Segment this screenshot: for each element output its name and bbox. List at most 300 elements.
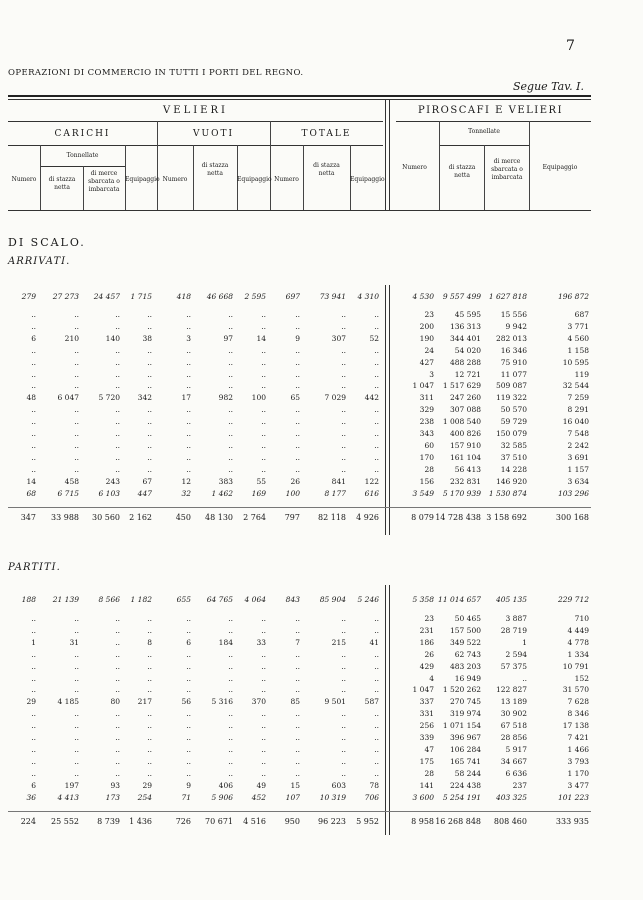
- table-cell: 307: [331, 333, 346, 343]
- table-cell: 396 967: [449, 733, 481, 742]
- table-cell: 23: [424, 310, 434, 319]
- table-cell: ..: [115, 452, 120, 462]
- table-cell: ..: [261, 357, 266, 367]
- col-header-stazza: di stazza netta: [313, 162, 340, 177]
- table-cell: 1 715: [130, 292, 152, 301]
- table-cell: 7: [295, 637, 300, 647]
- col-header-stazza: di stazza netta: [201, 162, 229, 177]
- table-cell: 6 636: [505, 768, 527, 778]
- table-cell: ..: [341, 405, 346, 415]
- total-cell: 8 958: [411, 817, 434, 826]
- table-cell: ..: [341, 345, 346, 355]
- total-cell: 1 436: [129, 817, 152, 826]
- table-cell: ..: [341, 721, 346, 731]
- table-cell: ..: [186, 464, 191, 474]
- table-cell: ..: [74, 673, 79, 683]
- table-cell: ..: [74, 381, 79, 391]
- table-cell: ..: [374, 405, 379, 415]
- table-cell: 587: [364, 697, 379, 707]
- table-cell: ..: [261, 321, 266, 331]
- table-cell: 32 544: [562, 381, 589, 391]
- table-cell: ..: [228, 440, 233, 450]
- table-cell: 2 595: [244, 292, 266, 301]
- table-cell: 1 071 154: [442, 721, 481, 731]
- table-cell: ..: [261, 614, 266, 623]
- table-cell: 9 557 499: [442, 292, 481, 301]
- table-cell: 319 974: [449, 709, 481, 719]
- table-cell: 339: [419, 733, 434, 742]
- table-cell: 1 047: [412, 685, 434, 695]
- total-cell: 333 935: [555, 817, 589, 826]
- table-cell: ..: [147, 744, 152, 754]
- table-cell: ..: [228, 625, 233, 635]
- header-vuoti: VUOTI: [192, 129, 235, 139]
- table-cell: 17 138: [562, 721, 589, 731]
- table-cell: 1 530 874: [488, 488, 527, 498]
- table-cell: ..: [31, 369, 36, 379]
- table-cell: 10 595: [562, 357, 589, 367]
- table-cell: ..: [522, 673, 527, 683]
- table-cell: 59 729: [500, 417, 527, 427]
- table-cell: ..: [115, 721, 120, 731]
- table-cell: 210: [64, 333, 79, 343]
- table-cell: ..: [74, 614, 79, 623]
- table-cell: ..: [341, 673, 346, 683]
- table-cell: ..: [295, 721, 300, 731]
- table-cell: ..: [186, 733, 191, 742]
- table-cell: 34 667: [500, 756, 527, 766]
- table-cell: 101 223: [557, 792, 589, 802]
- table-cell: ..: [228, 685, 233, 695]
- total-cell: 82 118: [318, 513, 346, 522]
- table-cell: 23: [424, 614, 434, 623]
- table-cell: ..: [31, 452, 36, 462]
- table-cell: ..: [261, 381, 266, 391]
- table-cell: ..: [341, 417, 346, 427]
- table-cell: 45 595: [454, 310, 481, 319]
- table-cell: ..: [115, 756, 120, 766]
- table-cell: 67 518: [500, 721, 527, 731]
- table-cell: ..: [74, 768, 79, 778]
- table-cell: ..: [374, 464, 379, 474]
- table-cell: ..: [74, 310, 79, 319]
- table-cell: ..: [261, 440, 266, 450]
- table-cell: ..: [374, 685, 379, 695]
- table-cell: 405 135: [495, 595, 527, 604]
- table-cell: 48: [26, 393, 36, 403]
- table-cell: ..: [261, 744, 266, 754]
- table-cell: 173: [105, 792, 120, 802]
- table-cell: 9 942: [505, 321, 527, 331]
- table-cell: ..: [341, 649, 346, 659]
- table-cell: 10 319: [319, 792, 346, 802]
- table-cell: 400 826: [449, 429, 481, 438]
- table-cell: 270 745: [449, 697, 481, 707]
- table-cell: ..: [31, 614, 36, 623]
- total-cell: 5 952: [356, 817, 379, 826]
- table-cell: 161 104: [449, 452, 481, 462]
- table-cell: ..: [31, 625, 36, 635]
- table-cell: 60: [424, 440, 434, 450]
- table-cell: 32 585: [500, 440, 527, 450]
- col-header-tonnellate: Tonnellate: [468, 128, 500, 135]
- table-cell: 343: [419, 429, 434, 438]
- table-cell: 157 500: [449, 625, 481, 635]
- table-cell: ..: [74, 405, 79, 415]
- table-cell: ..: [31, 733, 36, 742]
- table-cell: ..: [31, 381, 36, 391]
- table-cell: 7 259: [567, 393, 589, 403]
- table-cell: 8 566: [98, 595, 120, 604]
- table-cell: ..: [147, 709, 152, 719]
- table-cell: 190: [419, 333, 434, 343]
- table-cell: 16 040: [562, 417, 589, 427]
- table-cell: 31: [69, 637, 79, 647]
- table-cell: 21 139: [52, 595, 79, 604]
- table-cell: ..: [74, 417, 79, 427]
- table-cell: 229 712: [557, 595, 589, 604]
- table-cell: 8: [147, 637, 152, 647]
- table-cell: 24 457: [93, 292, 120, 301]
- table-cell: ..: [115, 369, 120, 379]
- table-cell: ..: [115, 744, 120, 754]
- table-cell: 52: [369, 333, 379, 343]
- table-cell: 24: [424, 345, 434, 355]
- table-cell: 169: [251, 488, 266, 498]
- table-cell: ..: [374, 756, 379, 766]
- table-cell: ..: [147, 733, 152, 742]
- arrivati-label: ARRIVATI.: [8, 256, 71, 267]
- table-cell: 106 284: [449, 744, 481, 754]
- table-cell: ..: [147, 673, 152, 683]
- table-cell: ..: [374, 357, 379, 367]
- table-cell: 237: [512, 780, 527, 790]
- table-cell: ..: [261, 429, 266, 438]
- table-cell: 4 449: [567, 625, 589, 635]
- table-cell: 5 246: [357, 595, 379, 604]
- table-cell: 243: [105, 476, 120, 486]
- table-cell: ..: [31, 405, 36, 415]
- table-cell: 337: [419, 697, 434, 707]
- table-cell: ..: [374, 625, 379, 635]
- total-cell: 25 552: [51, 817, 79, 826]
- total-cell: 30 560: [92, 513, 120, 522]
- table-cell: 3 793: [567, 756, 589, 766]
- table-cell: ..: [228, 405, 233, 415]
- table-cell: ..: [374, 345, 379, 355]
- table-cell: 1 157: [567, 464, 589, 474]
- table-cell: 488 288: [449, 357, 481, 367]
- table-cell: 383: [218, 476, 233, 486]
- table-cell: 68: [26, 488, 36, 498]
- table-cell: 370: [251, 697, 266, 707]
- table-cell: ..: [374, 661, 379, 671]
- table-cell: ..: [374, 733, 379, 742]
- table-cell: ..: [186, 357, 191, 367]
- table-cell: 14 228: [500, 464, 527, 474]
- col-header-numero: Numero: [274, 176, 299, 183]
- table-cell: ..: [31, 310, 36, 319]
- table-cell: 9: [295, 333, 300, 343]
- col-header-numero: Numero: [11, 176, 37, 183]
- table-cell: ..: [115, 417, 120, 427]
- table-cell: ..: [31, 649, 36, 659]
- table-cell: 28 856: [500, 733, 527, 742]
- table-cell: ..: [261, 709, 266, 719]
- table-cell: 14: [26, 476, 36, 486]
- table-cell: 232 831: [449, 476, 481, 486]
- table-cell: ..: [74, 625, 79, 635]
- header-piroscafi-velieri: PIROSCAFI E VELIERI: [417, 105, 564, 116]
- table-cell: 100: [251, 393, 266, 403]
- table-cell: 1 047: [412, 381, 434, 391]
- header-carichi: CARICHI: [54, 129, 111, 139]
- table-cell: 9 501: [324, 697, 346, 707]
- table-cell: ..: [261, 756, 266, 766]
- total-cell: 70 671: [205, 817, 233, 826]
- table-cell: ..: [295, 649, 300, 659]
- table-cell: ..: [186, 756, 191, 766]
- total-cell: 33 988: [51, 513, 79, 522]
- table-cell: ..: [374, 721, 379, 731]
- table-cell: 157 910: [449, 440, 481, 450]
- table-cell: 6 103: [98, 488, 120, 498]
- table-cell: ..: [115, 649, 120, 659]
- table-cell: 16 949: [454, 673, 481, 683]
- table-cell: 49: [256, 780, 266, 790]
- col-header-stazza: di stazza netta: [48, 176, 76, 191]
- table-cell: 215: [331, 637, 346, 647]
- table-cell: ..: [295, 357, 300, 367]
- table-cell: 5 358: [412, 595, 434, 604]
- table-cell: 140: [105, 333, 120, 343]
- table-cell: ..: [147, 440, 152, 450]
- table-cell: 13 189: [500, 697, 527, 707]
- table-cell: ..: [186, 673, 191, 683]
- total-cell: 96 223: [318, 817, 346, 826]
- table-cell: 458: [64, 476, 79, 486]
- table-cell: 6: [31, 333, 36, 343]
- table-cell: ..: [186, 649, 191, 659]
- table-cell: ..: [295, 321, 300, 331]
- table-cell: ..: [115, 625, 120, 635]
- table-cell: 4 778: [567, 637, 589, 647]
- table-cell: 4 064: [244, 595, 266, 604]
- table-cell: ..: [261, 464, 266, 474]
- table-cell: ..: [261, 405, 266, 415]
- table-cell: 10 791: [562, 661, 589, 671]
- table-cell: ..: [115, 685, 120, 695]
- total-cell: 14 728 438: [435, 513, 481, 522]
- table-cell: 6: [186, 637, 191, 647]
- table-cell: 282 013: [495, 333, 527, 343]
- table-cell: ..: [295, 452, 300, 462]
- table-cell: 6 715: [57, 488, 79, 498]
- total-cell: 808 460: [493, 817, 527, 826]
- table-cell: 349 522: [449, 637, 481, 647]
- table-cell: ..: [31, 464, 36, 474]
- table-cell: ..: [374, 614, 379, 623]
- table-cell: 307 088: [449, 405, 481, 415]
- table-cell: 46 668: [206, 292, 233, 301]
- table-cell: 4 310: [357, 292, 379, 301]
- table-cell: ..: [295, 310, 300, 319]
- table-cell: 238: [419, 417, 434, 427]
- table-cell: ..: [115, 310, 120, 319]
- table-cell: ..: [341, 310, 346, 319]
- table-cell: ..: [374, 440, 379, 450]
- table-cell: 11 077: [500, 369, 527, 379]
- table-cell: ..: [295, 625, 300, 635]
- table-cell: 65: [290, 393, 300, 403]
- table-cell: ..: [74, 429, 79, 438]
- table-cell: 71: [181, 792, 191, 802]
- table-cell: 30 902: [500, 709, 527, 719]
- table-cell: ..: [31, 685, 36, 695]
- table-cell: 616: [364, 488, 379, 498]
- table-cell: ..: [31, 673, 36, 683]
- table-cell: ..: [115, 614, 120, 623]
- table-cell: ..: [147, 345, 152, 355]
- table-cell: ..: [261, 417, 266, 427]
- col-header-equipaggio: Equipaggio: [350, 176, 385, 183]
- table-cell: ..: [74, 685, 79, 695]
- table-cell: 342: [137, 393, 152, 403]
- total-cell: 726: [175, 817, 191, 826]
- table-cell: 4 530: [412, 292, 434, 301]
- table-cell: 97: [223, 333, 233, 343]
- table-cell: 29: [26, 697, 36, 707]
- table-cell: ..: [186, 321, 191, 331]
- table-cell: ..: [261, 673, 266, 683]
- table-cell: ..: [341, 625, 346, 635]
- table-cell: 26: [290, 476, 300, 486]
- table-cell: 1 008 540: [442, 417, 481, 427]
- table-cell: 1 334: [567, 649, 589, 659]
- table-cell: ..: [31, 661, 36, 671]
- table-cell: 224 438: [449, 780, 481, 790]
- total-cell: 8 739: [97, 817, 120, 826]
- table-cell: 6: [31, 780, 36, 790]
- table-cell: 12 721: [454, 369, 481, 379]
- table-cell: 15: [290, 780, 300, 790]
- table-cell: ..: [228, 709, 233, 719]
- col-header-numero: Numero: [402, 164, 427, 171]
- header-velieri: VELIERI: [163, 105, 228, 116]
- table-cell: ..: [147, 452, 152, 462]
- table-cell: ..: [295, 345, 300, 355]
- table-cell: 603: [331, 780, 346, 790]
- table-cell: ..: [186, 405, 191, 415]
- table-cell: ..: [74, 369, 79, 379]
- table-cell: ..: [31, 357, 36, 367]
- partiti-label: PARTITI.: [8, 562, 61, 573]
- table-cell: ..: [295, 756, 300, 766]
- table-cell: ..: [74, 661, 79, 671]
- table-cell: ..: [261, 685, 266, 695]
- table-cell: 141: [419, 780, 434, 790]
- table-cell: 3 887: [505, 614, 527, 623]
- table-cell: ..: [147, 756, 152, 766]
- table-cell: 442: [364, 393, 379, 403]
- table-cell: 687: [574, 310, 589, 319]
- table-cell: ..: [261, 345, 266, 355]
- table-cell: ..: [31, 417, 36, 427]
- table-cell: ..: [147, 768, 152, 778]
- table-cell: 4 413: [57, 792, 79, 802]
- table-cell: ..: [261, 733, 266, 742]
- table-cell: 8 291: [567, 405, 589, 415]
- table-cell: ..: [341, 321, 346, 331]
- table-cell: 2 242: [567, 440, 589, 450]
- table-cell: 32: [181, 488, 191, 498]
- table-cell: ..: [31, 721, 36, 731]
- table-cell: ..: [147, 369, 152, 379]
- table-cell: 9: [186, 780, 191, 790]
- table-cell: ..: [228, 614, 233, 623]
- table-title: OPERAZIONI DI COMMERCIO IN TUTTI I PORTI DEL REGNO.: [8, 68, 304, 78]
- table-cell: ..: [186, 744, 191, 754]
- table-cell: 50 465: [454, 614, 481, 623]
- table-cell: ..: [115, 440, 120, 450]
- table-cell: 6 047: [57, 393, 79, 403]
- table-cell: ..: [228, 321, 233, 331]
- table-cell: 5 254 191: [442, 792, 481, 802]
- table-cell: ..: [228, 673, 233, 683]
- table-cell: 1 627 818: [488, 292, 527, 301]
- table-cell: 16 346: [500, 345, 527, 355]
- table-cell: 7 029: [324, 393, 346, 403]
- table-cell: ..: [186, 417, 191, 427]
- table-cell: ..: [186, 768, 191, 778]
- table-cell: ..: [74, 357, 79, 367]
- table-cell: ..: [374, 452, 379, 462]
- table-cell: 37 510: [500, 452, 527, 462]
- table-cell: ..: [115, 429, 120, 438]
- table-cell: 17: [181, 393, 191, 403]
- table-cell: ..: [115, 709, 120, 719]
- table-cell: 28 719: [500, 625, 527, 635]
- table-cell: 841: [331, 476, 346, 486]
- table-cell: 80: [110, 697, 120, 707]
- total-cell: 300 168: [555, 513, 589, 522]
- table-cell: ..: [186, 310, 191, 319]
- table-cell: 247 260: [449, 393, 481, 403]
- table-cell: 5 906: [211, 792, 233, 802]
- table-cell: ..: [374, 649, 379, 659]
- table-cell: ..: [341, 614, 346, 623]
- table-cell: ..: [295, 369, 300, 379]
- table-cell: ..: [295, 661, 300, 671]
- table-cell: ..: [74, 733, 79, 742]
- table-cell: ..: [228, 381, 233, 391]
- table-cell: ..: [228, 768, 233, 778]
- table-cell: 429: [419, 661, 434, 671]
- table-cell: ..: [74, 649, 79, 659]
- table-cell: 36: [26, 792, 36, 802]
- table-cell: 186: [419, 637, 434, 647]
- table-cell: ..: [261, 661, 266, 671]
- table-cell: ..: [295, 417, 300, 427]
- table-cell: 3 477: [567, 780, 589, 790]
- table-cell: ..: [341, 733, 346, 742]
- table-cell: ..: [341, 744, 346, 754]
- table-cell: 509 087: [495, 381, 527, 391]
- table-cell: 2 594: [505, 649, 527, 659]
- table-cell: 7 628: [567, 697, 589, 707]
- table-cell: ..: [31, 440, 36, 450]
- table-cell: 1 170: [567, 768, 589, 778]
